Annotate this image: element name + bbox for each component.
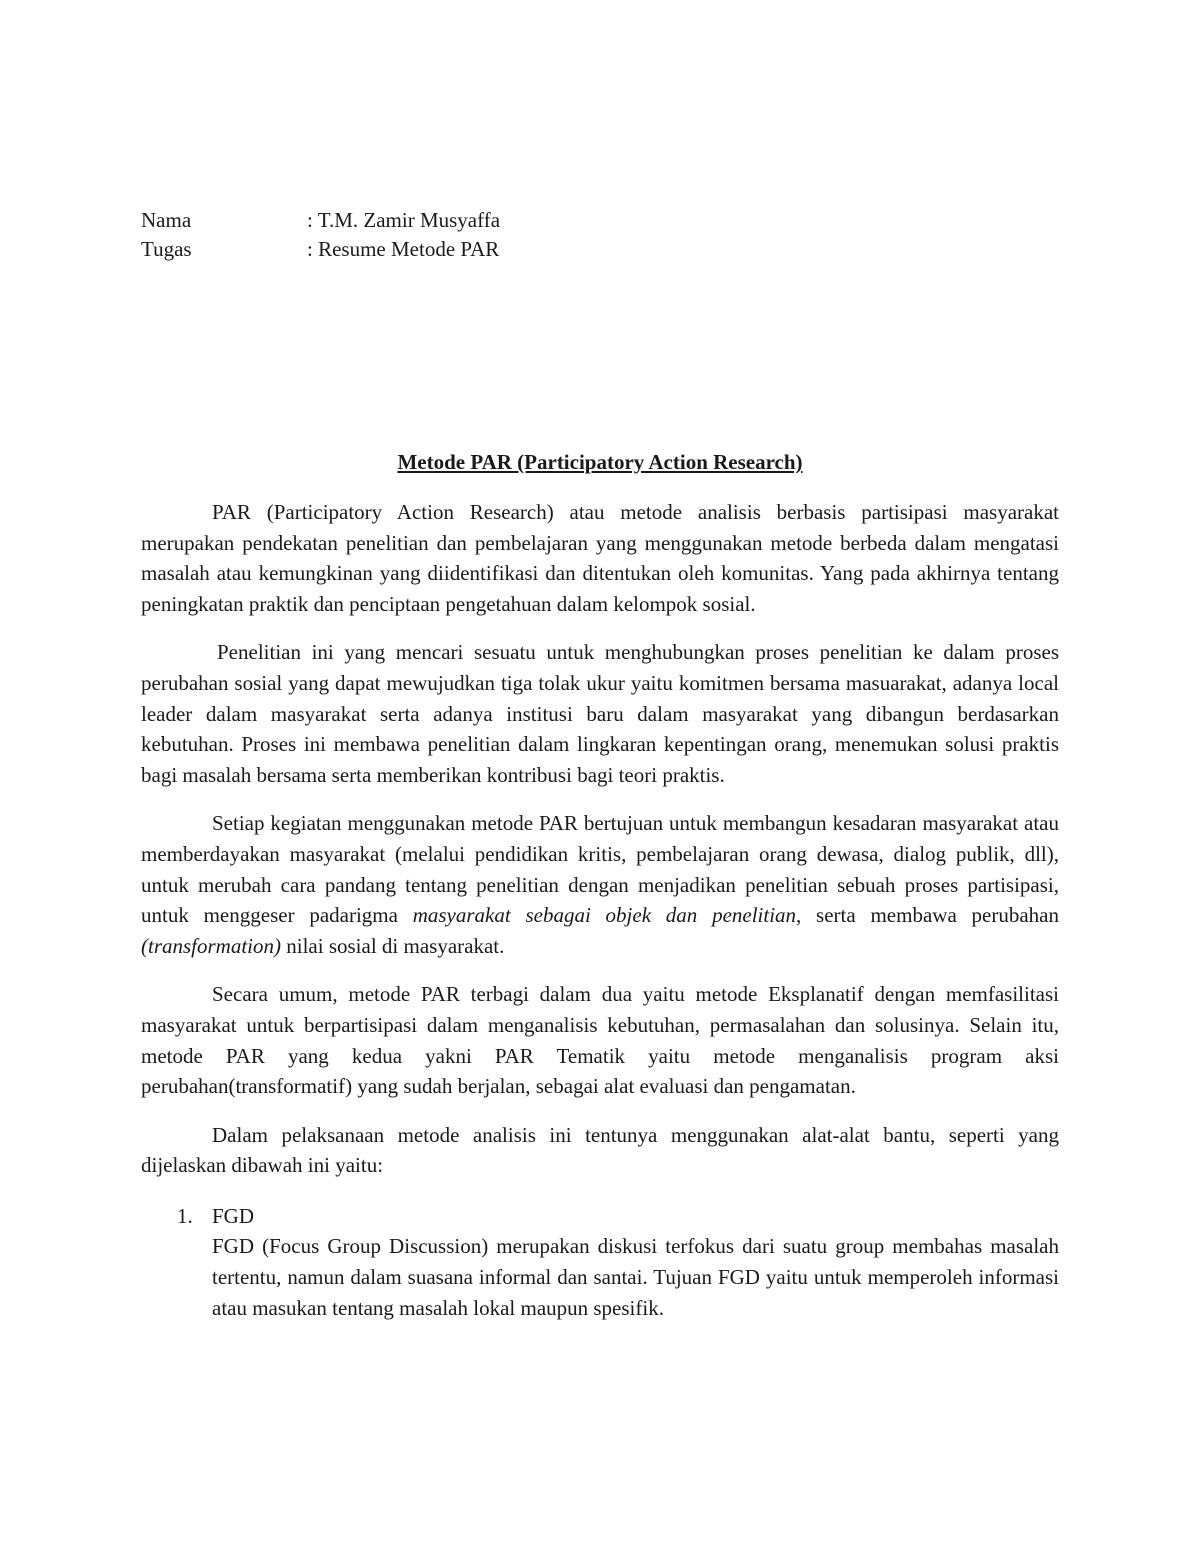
header-value: : T.M. Zamir Musyaffa <box>307 208 501 232</box>
list-item-description: FGD (Focus Group Discussion) merupakan diskusi terfokus dari suatu group membahas masalah tertentu, namun dalam suasana informal dan santai. Tujuan FGD yaitu untuk memperoleh informasi atau masukan tentang masalah lokal maupun spesifik. <box>212 1234 1059 1320</box>
paragraph-3-italic-1: masyarakat sebagai objek dan penelitian <box>412 903 797 928</box>
list-item-number: 1. <box>177 1203 193 1228</box>
header-label: Tugas <box>141 237 192 261</box>
list-item <box>141 1201 1059 1323</box>
document-body <box>141 497 1059 1323</box>
paragraph-4: Secara umum, metode PAR terbagi dalam dua yaitu metode Eksplanatif dengan memfasilitasi masyarakat untuk berpartisipasi dalam menganalisis kebutuhan, permasalahan dan solusinya. Selain itu, metode PAR yang kedua yakni PAR Tematik yaitu metode menganalisis program aksi perubahan(transformatif) yang sudah berjalan, sebagai alat evaluasi dan pengamatan. <box>141 982 1059 1099</box>
header-row-tugas <box>141 235 500 264</box>
paragraph-5: Dalam pelaksanaan metode analisis ini tentunya menggunakan alat-alat bantu, seperti yang dijelaskan dibawah ini yaitu: <box>141 1122 1059 1178</box>
paragraph-3-italic-2: (transformation) <box>141 933 282 958</box>
document-title: Metode PAR (Participatory Action Research) <box>397 450 803 474</box>
header-value: : Resume Metode PAR <box>307 237 500 261</box>
tools-list <box>141 1201 1059 1323</box>
paragraph-3-text-3: nilai sosial di masyarakat. <box>281 933 505 958</box>
paragraph-3-text-1: Setiap kegiatan menggunakan metode PAR bertujuan untuk membangun kesadaran masyarakat atau memberdayakan masyarakat (melalui pendidikan kritis, pembelajaran orang dewasa, dialog publik, dll), untuk merubah cara pandang tentang penelitian dengan menjadikan penelitian sebuah proses partisipasi, untuk menggeser padarigma <box>141 811 1059 928</box>
header-row-nama <box>141 206 500 235</box>
header-label: Nama <box>141 208 192 232</box>
list-item-title: FGD <box>212 1203 255 1228</box>
paragraph-3-text-2: , serta membawa perubahan <box>796 903 1059 928</box>
header-info <box>141 206 500 264</box>
paragraph-3 <box>141 808 1059 961</box>
paragraph-1: PAR (Participatory Action Research) atau metode analisis berbasis partisipasi masyarakat merupakan pendekatan penelitian dan pembelajaran yang menggunakan metode berbeda dalam mengatasi masalah atau kemungkinan yang diidentifikasi dan ditentukan oleh komunitas. Yang pada akhirnya tentang peningkatan praktik dan penciptaan pengetahuan dalam kelompok sosial. <box>141 500 1059 616</box>
paragraph-2: Penelitian ini yang mencari sesuatu untuk menghubungkan proses penelitian ke dalam proses perubahan sosial yang dapat mewujudkan tiga tolak ukur yaitu komitmen bersama masuarakat, adanya local leader dalam masyarakat serta adanya institusi baru dalam masyarakat yang dibangun berdasarkan kebutuhan. Proses ini membawa penelitian dalam lingkaran kepentingan orang, menemukan solusi praktis bagi masalah bersama serta memberikan kontribusi bagi teori praktis. <box>141 640 1059 787</box>
